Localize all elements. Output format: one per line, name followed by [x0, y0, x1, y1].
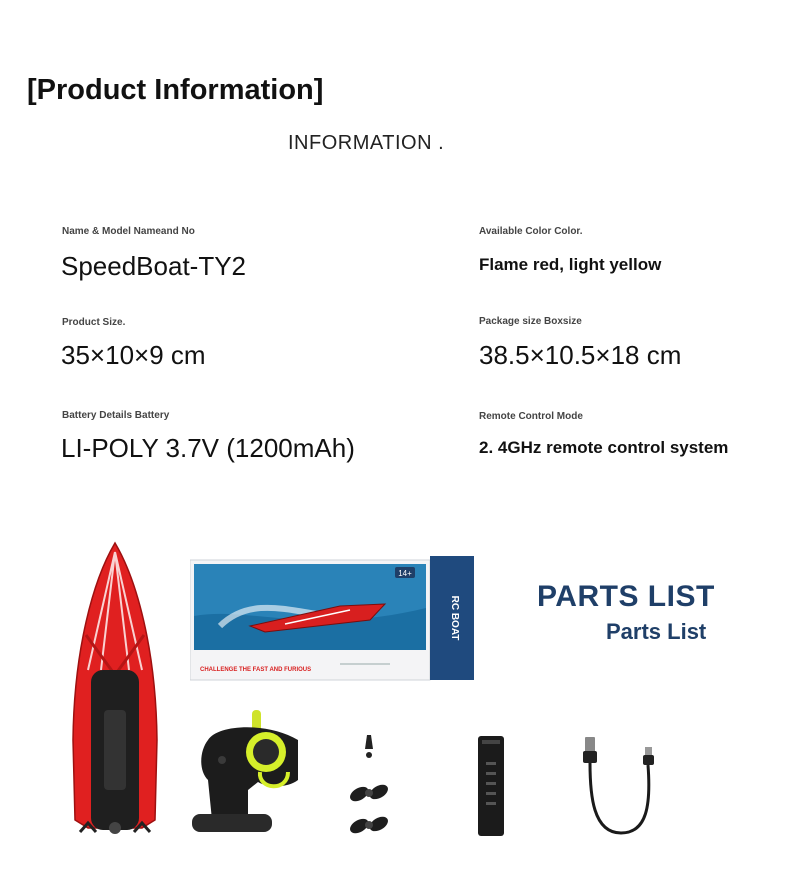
package-box-image [190, 556, 476, 682]
color-label: Available Color Color. [479, 226, 583, 237]
age-badge: 14+ [398, 569, 412, 578]
box-tagline: CHALLENGE THE FAST AND FURIOUS [200, 667, 312, 673]
remote-controller-image [188, 710, 308, 834]
section-subtitle: INFORMATION . [288, 132, 445, 154]
remote-value: 2. 4GHz remote control system [479, 438, 729, 457]
boat-image [68, 540, 162, 840]
battery-image [476, 734, 506, 838]
name-value: SpeedBoat-TY2 [61, 251, 247, 281]
page-title: [Product Information] [27, 74, 324, 106]
package-label: Package size Boxsize [479, 316, 582, 327]
size-label: Product Size. [62, 317, 126, 328]
battery-label: Battery Details Battery [62, 410, 170, 421]
remote-label: Remote Control Mode [479, 411, 583, 422]
parts-list-subheading: Parts List [606, 619, 707, 644]
usb-cable-image [581, 735, 663, 839]
parts-list-heading: PARTS LIST [537, 580, 715, 613]
propeller-image [349, 735, 389, 845]
size-value: 35×10×9 cm [61, 340, 206, 370]
battery-value: LI-POLY 3.7V (1200mAh) [61, 433, 355, 463]
name-label: Name & Model Nameand No [62, 226, 195, 237]
package-value: 38.5×10.5×18 cm [479, 340, 682, 370]
color-value: Flame red, light yellow [479, 255, 662, 274]
box-side-text: RC BOAT [449, 595, 460, 641]
